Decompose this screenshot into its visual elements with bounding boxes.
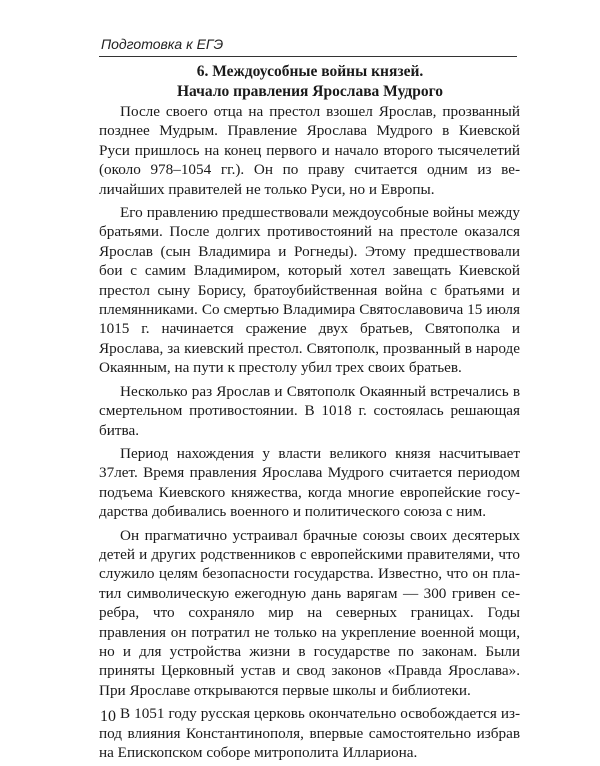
header-rule [99, 56, 517, 57]
paragraph-2: Его правлению предшествовали междоусобные войны между братьями. После долгих противостояний на престоле оказался Ярослав (сын Владимира и Рогнеды). Этому предшествовали бои с самим Владимиром, который хотел завещать Киевской престол сыну Борису, братоубийственная война с братьями и племянниками. Со смертью Владимира Святославовича 15 июля 1015 г. начинается сражение двух братьев, Святополка и Ярослава, за киевский престол. Святополк, прозванный в народе Окаянным, на пути к престолу убил трех своих братьев. [99, 204, 520, 377]
section-title-line-1: 6. Междоусобные войны князей. [196, 63, 424, 80]
body-text [99, 102, 520, 766]
paragraph-1: После своего отца на престол взошел Ярослав, прозванный позднее Мудрым. Правление Ярослава Мудрого в Киевской Руси пришлось на конец первого и начало второго тысячелетий (около 978–1054 гг.). Он по праву считается одним из величайших правителей не только Руси, но и Европы. [99, 103, 520, 198]
paragraph-3: Несколько раз Ярослав и Святополк Окаянный встречались в смертельном противостоянии. В 1018 г. состоялась решающая битва. [99, 382, 520, 439]
paragraph-4: Период нахождения у власти великого князя насчитывает 37лет. Время правления Ярослава Мудрого считается периодом подъема Киевского княжества, когда многие европейские государства добивались военного и политического союза с ним. [99, 444, 520, 521]
page-number: 10 [100, 708, 116, 725]
paragraph-6: В 1051 году русская церковь окончательно освобождается из-под влияния Константинополя, впервые самостоятельно избрав на Епископском соборе митрополита Иллариона. [99, 705, 520, 761]
paragraph-5: Он прагматично устраивал брачные союзы своих десятерых детей и других родственников с европейскими правителями, что служило целям безопасности государства. Известно, что он платил символическую ежегодную дань варягам — 300 гривен серебра, что сохраняло мир на северных границах. Годы правления он потратил не только на укрепление военной мощи, но и для устройства жизни в государстве по законам. Были приняты Церковный устав и свод законов «Правда Ярослава». При Ярославе открываются первые школы и библиотеки. [99, 526, 520, 699]
section-title-line-2: Начало правления Ярослава Мудрого [177, 83, 443, 100]
section-title [100, 62, 520, 102]
running-header: Подготовка к ЕГЭ [101, 36, 224, 52]
